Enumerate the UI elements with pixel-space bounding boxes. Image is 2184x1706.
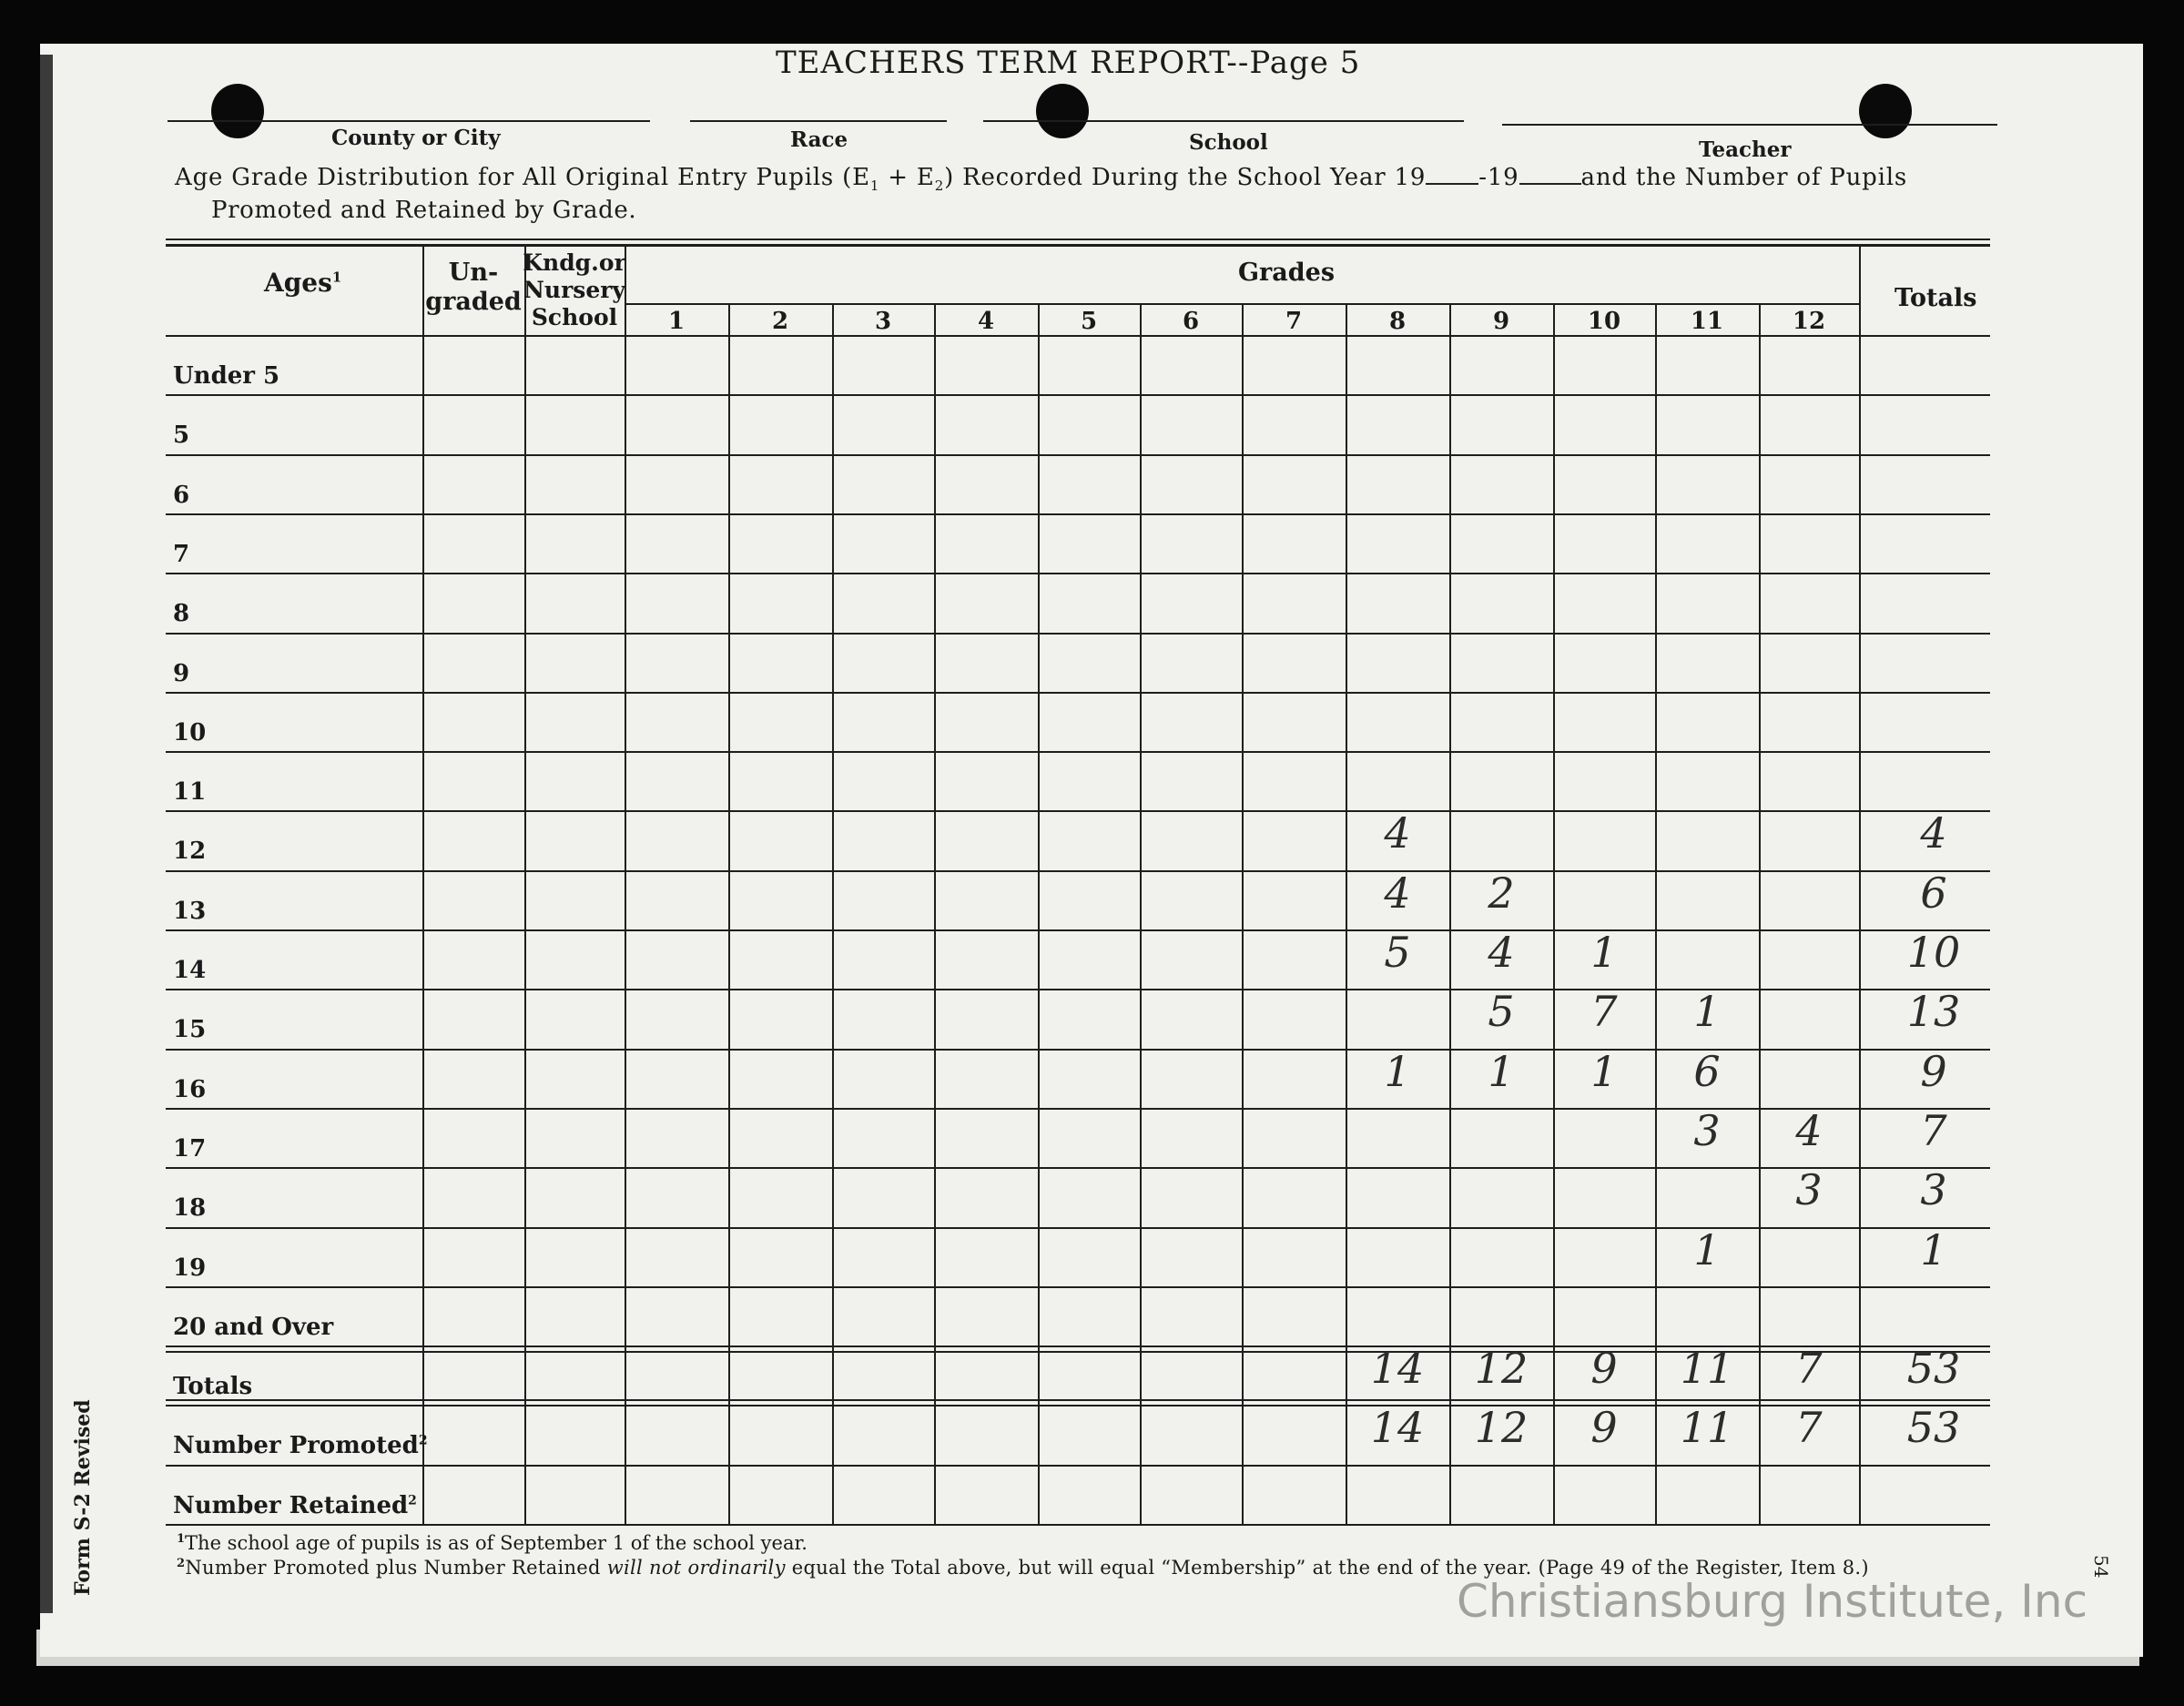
kindergarten-header: Nursery: [523, 277, 625, 303]
row-rule: [166, 1286, 1990, 1288]
punch-hole: [1859, 84, 1912, 138]
age-row-label: 12: [173, 838, 207, 866]
handwritten-count: 14: [1370, 1403, 1425, 1453]
age-row-label: 10: [173, 718, 207, 746]
ungraded-header: Un-: [448, 259, 499, 287]
column-rule: [1655, 303, 1657, 1524]
handwritten-total: 53: [1906, 1403, 1961, 1453]
age-row-label: 7: [173, 540, 190, 568]
handwritten-count: 5: [1488, 987, 1515, 1037]
grade-3-header: 3: [874, 308, 892, 335]
grade-1-header: 1: [667, 308, 686, 335]
column-rule: [625, 244, 626, 1524]
column-rule: [1859, 244, 1861, 1524]
handwritten-total: 6: [1920, 868, 1947, 918]
row-rule: [166, 870, 1990, 872]
handwritten-count: 3: [1795, 1165, 1823, 1215]
grade-12-header: 12: [1792, 308, 1826, 335]
handwritten-count: 11: [1680, 1344, 1734, 1394]
age-row-label: 15: [173, 1016, 207, 1044]
handwritten-count: 12: [1474, 1403, 1529, 1453]
handwritten-total: 3: [1920, 1165, 1947, 1215]
row-rule: [166, 633, 1990, 635]
binding-edge: [40, 55, 53, 1613]
handwritten-count: 1: [1384, 1046, 1411, 1096]
page-title: TEACHERS TERM REPORT--Page 5: [776, 45, 1361, 81]
grade-6-header: 6: [1182, 308, 1200, 335]
punch-hole: [1036, 84, 1089, 138]
row-rule: [166, 1167, 1990, 1169]
county-or-city-label: County or City: [331, 126, 501, 150]
row-rule: [166, 454, 1990, 456]
handwritten-count: 9: [1590, 1403, 1618, 1453]
table-top-rule: [166, 244, 1990, 247]
page-number: 54: [2090, 1555, 2112, 1579]
handwritten-count: 5: [1384, 928, 1411, 977]
footnote-2: $^2$Number Promoted plus Number Retained will not ordinarily equal the Total above, but will equal “Membership” at the end of the year. (Page 49 of the Register, Item 8.): [177, 1557, 1869, 1579]
handwritten-count: 1: [1693, 1224, 1721, 1274]
handwritten-count: 1: [1590, 1046, 1618, 1096]
handwritten-count: 1: [1488, 1046, 1515, 1096]
age-row-label: 18: [173, 1194, 207, 1223]
age-row-label: 6: [173, 481, 190, 509]
handwritten-count: 14: [1370, 1344, 1425, 1394]
handwritten-count: 11: [1680, 1403, 1734, 1453]
header-bottom-rule: [166, 335, 1990, 337]
handwritten-total: 10: [1906, 928, 1961, 977]
column-rule: [934, 303, 936, 1524]
grade-4-header: 4: [977, 308, 995, 335]
handwritten-count: 4: [1795, 1105, 1823, 1155]
row-rule: [166, 810, 1990, 812]
age-row-label: 17: [173, 1134, 207, 1163]
kindergarten-header: School: [531, 304, 618, 330]
column-rule: [832, 303, 834, 1524]
column-rule: [524, 244, 526, 1524]
handwritten-total: 4: [1920, 808, 1947, 858]
age-row-label: 20 and Over: [173, 1313, 334, 1341]
age-row-label: 5: [173, 421, 190, 450]
column-rule: [1140, 303, 1142, 1524]
grade-11-header: 11: [1690, 308, 1724, 335]
handwritten-count: 4: [1384, 868, 1411, 918]
grade-7-header: 7: [1285, 308, 1303, 335]
handwritten-count: 9: [1590, 1344, 1618, 1394]
handwritten-count: 7: [1795, 1344, 1823, 1394]
handwritten-total: 7: [1920, 1105, 1947, 1155]
handwritten-total: 13: [1906, 987, 1961, 1037]
row-rule: [166, 1524, 1990, 1526]
age-row-label: 8: [173, 600, 190, 628]
handwritten-count: 4: [1384, 808, 1411, 858]
age-row-label: Number Promoted$^2$: [173, 1432, 428, 1460]
ages-header: Ages$^1$: [264, 268, 342, 298]
school-line: [983, 120, 1464, 122]
column-rule: [1242, 303, 1244, 1524]
intro-line-2: Promoted and Retained by Grade.: [211, 197, 637, 224]
column-rule: [728, 303, 730, 1524]
handwritten-count: 7: [1590, 987, 1618, 1037]
column-rule: [1038, 303, 1040, 1524]
column-rule: [1449, 303, 1451, 1524]
grade-8-header: 8: [1388, 308, 1407, 335]
age-row-label: 16: [173, 1075, 207, 1103]
grade-10-header: 10: [1587, 308, 1621, 335]
county-line: [168, 120, 650, 122]
school-label: School: [1189, 130, 1268, 155]
column-rule: [1553, 303, 1555, 1524]
row-rule: [166, 1399, 1990, 1401]
age-row-label: 9: [173, 659, 190, 687]
handwritten-count: 1: [1590, 928, 1618, 977]
row-rule: [166, 1465, 1990, 1467]
race-line: [690, 120, 947, 122]
handwritten-count: 4: [1488, 928, 1515, 977]
row-rule: [166, 692, 1990, 694]
totals-header: Totals: [1894, 284, 1977, 312]
grade-9-header: 9: [1492, 308, 1510, 335]
row-rule: [166, 751, 1990, 753]
handwritten-count: 2: [1488, 868, 1515, 918]
form-label: Form S-2 Revised: [71, 1399, 95, 1596]
age-row-label: 11: [173, 778, 207, 807]
table-top-rule: [166, 239, 1990, 240]
grades-header: Grades: [1238, 259, 1336, 287]
footnote-1: $^1$The school age of pupils is as of September 1 of the school year.: [177, 1532, 808, 1554]
handwritten-count: 7: [1795, 1403, 1823, 1453]
punch-hole: [211, 84, 264, 138]
handwritten-total: 53: [1906, 1344, 1961, 1394]
race-label: Race: [790, 127, 848, 152]
handwritten-count: 12: [1474, 1344, 1529, 1394]
grade-5-header: 5: [1080, 308, 1098, 335]
handwritten-total: 1: [1920, 1224, 1947, 1274]
handwritten-total: 9: [1920, 1046, 1947, 1096]
handwritten-count: 3: [1693, 1105, 1721, 1155]
teacher-line: [1502, 124, 1997, 126]
age-row-label: Under 5: [173, 362, 280, 390]
ungraded-header: graded: [425, 288, 522, 316]
grade-2-header: 2: [771, 308, 789, 335]
handwritten-count: 1: [1693, 987, 1721, 1037]
intro-line-1: Age Grade Distribution for All Original Entry Pupils $(E_1 + E_2)$ Recorded During the School Year 19 -19 and the Number of Pupils: [175, 164, 1907, 195]
kindergarten-header: Kndg.or: [523, 249, 626, 276]
row-rule: [166, 394, 1990, 396]
column-rule: [422, 244, 424, 1524]
age-row-label: 13: [173, 897, 207, 925]
report-page: [40, 44, 2143, 1657]
age-row-label: 14: [173, 957, 207, 984]
age-row-label: Totals: [173, 1373, 253, 1401]
row-rule: [166, 513, 1990, 515]
watermark: Christiansburg Institute, Inc: [1457, 1575, 2088, 1628]
teacher-label: Teacher: [1699, 137, 1792, 162]
column-rule: [1346, 303, 1347, 1524]
age-row-label: Number Retained$^2$: [173, 1491, 417, 1519]
row-rule: [166, 573, 1990, 574]
handwritten-count: 6: [1693, 1046, 1721, 1096]
column-rule: [1759, 303, 1761, 1524]
age-row-label: 19: [173, 1254, 207, 1282]
row-rule: [166, 929, 1990, 931]
